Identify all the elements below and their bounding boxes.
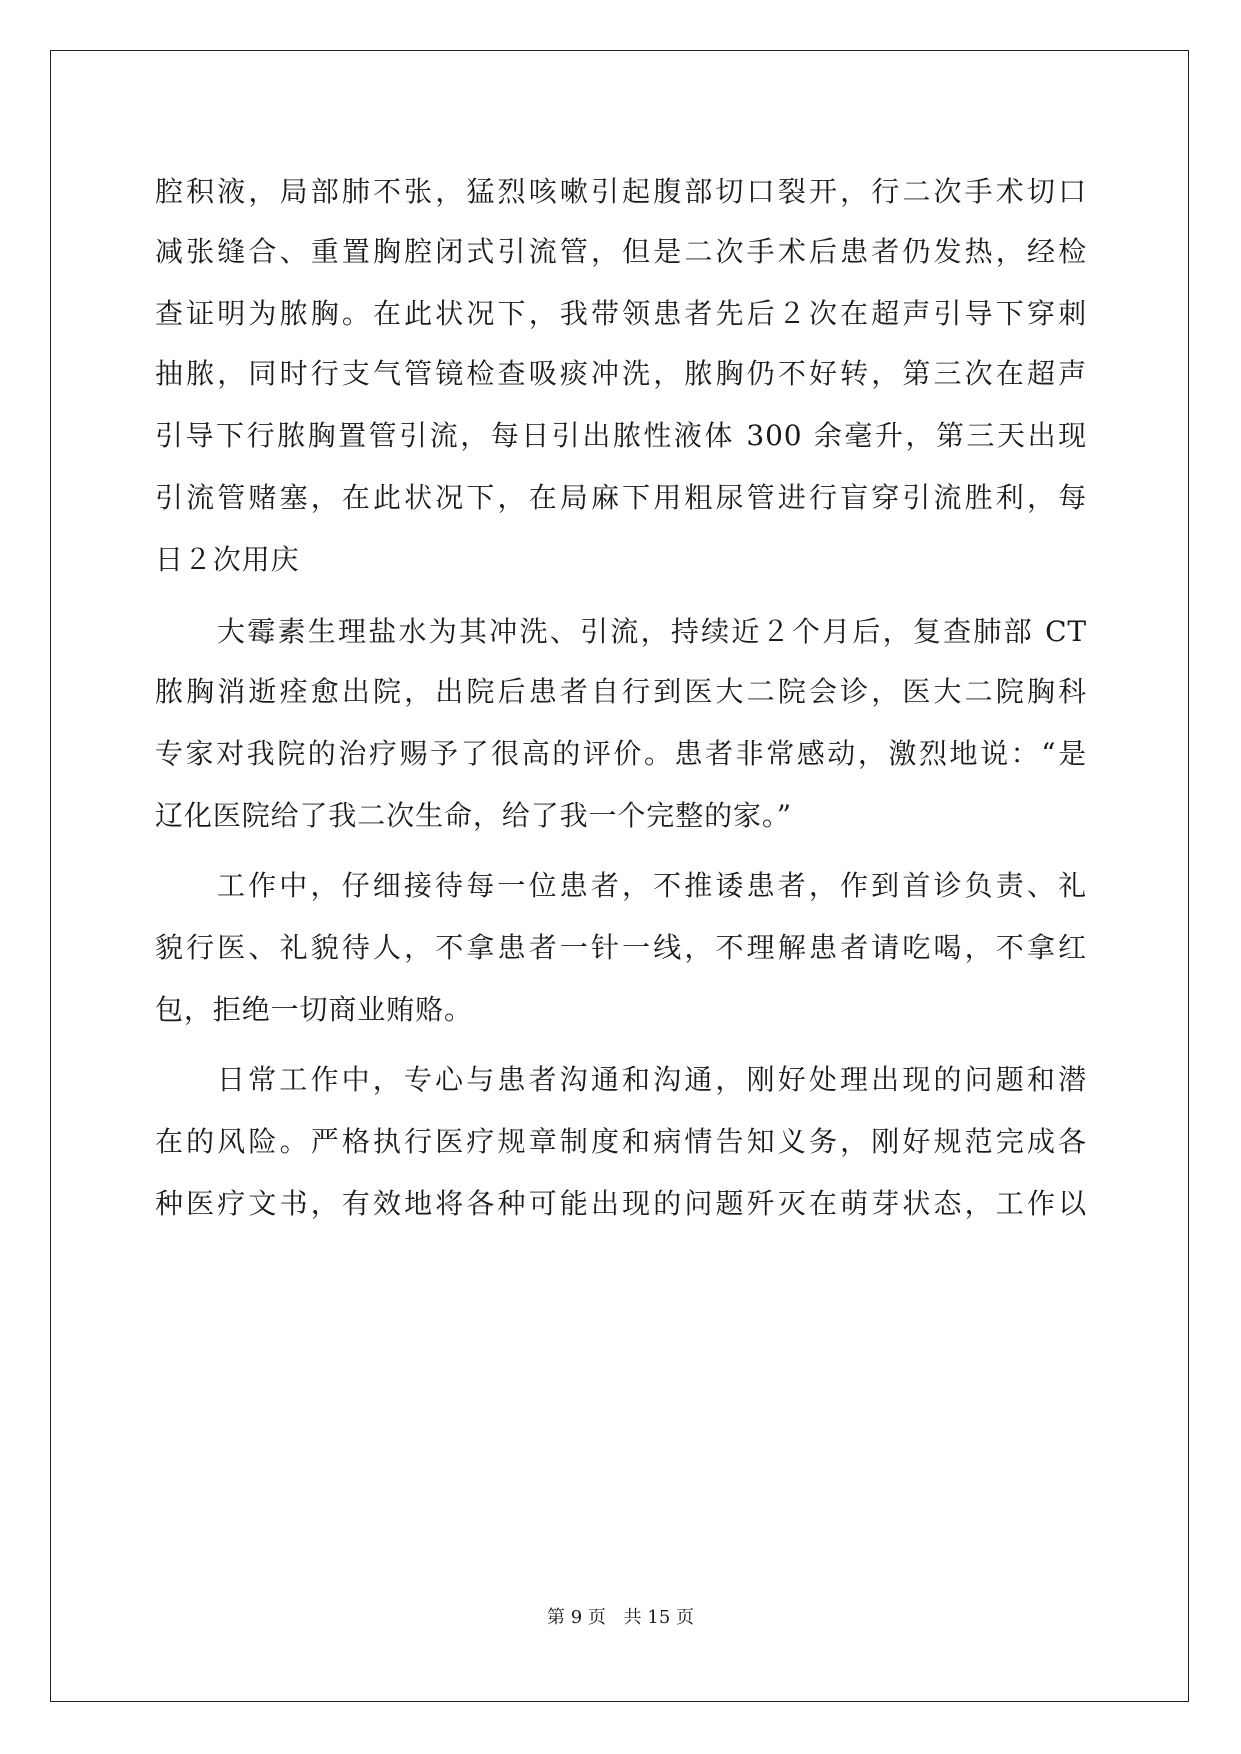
text-line: 大霉素生理盐水为其冲洗、引流，持续近２个月后，复查肺部 CT [217, 615, 1087, 648]
text-line: 脓胸消逝痊愈出院，出院后患者自行到医大二院会诊，医大二院胸科 [155, 675, 1087, 708]
text-line: 在的风险。严格执行医疗规章制度和病情告知义务，刚好规范完成各 [155, 1125, 1087, 1158]
text-line: 引流管赌塞，在此状况下，在局麻下用粗尿管进行盲穿引流胜利，每 [155, 481, 1087, 514]
page-total: 共 15 页 [623, 1607, 694, 1628]
text-line: 包，拒绝一切商业贿赂。 [155, 993, 473, 1026]
text-line: 减张缝合、重置胸腔闭式引流管，但是二次手术后患者仍发热，经检 [155, 235, 1087, 268]
text-line: 日常工作中，专心与患者沟通和沟通，刚好处理出现的问题和潜 [217, 1063, 1087, 1096]
text-line: 抽脓，同时行支气管镜检查吸痰冲洗，脓胸仍不好转，第三次在超声 [155, 357, 1087, 390]
text-line: 查证明为脓胸。在此状况下，我带领患者先后２次在超声引导下穿刺 [155, 297, 1087, 330]
text-line: 专家对我院的治疗赐予了很高的评价。患者非常感动，激烈地说：“是 [155, 737, 1087, 770]
text-line: 种医疗文书，有效地将各种可能出现的问题歼灭在萌芽状态，工作以 [155, 1187, 1087, 1220]
text-line: 腔积液，局部肺不张，猛烈咳嗽引起腹部切口裂开，行二次手术切口 [155, 175, 1087, 208]
page-number: 第 9 页 [547, 1607, 606, 1628]
page-footer [0, 1606, 1241, 1630]
text-line: 貌行医、礼貌待人，不拿患者一针一线，不理解患者请吃喝，不拿红 [155, 931, 1087, 964]
text-line: 辽化医院给了我二次生命，给了我一个完整的家。” [155, 799, 793, 832]
text-line: 日２次用庆 [155, 543, 300, 576]
text-line: 工作中，仔细接待每一位患者，不推诿患者，作到首诊负责、礼 [217, 869, 1087, 902]
text-line: 引导下行脓胸置管引流，每日引出脓性液体 300 余毫升，第三天出现 [155, 419, 1087, 452]
